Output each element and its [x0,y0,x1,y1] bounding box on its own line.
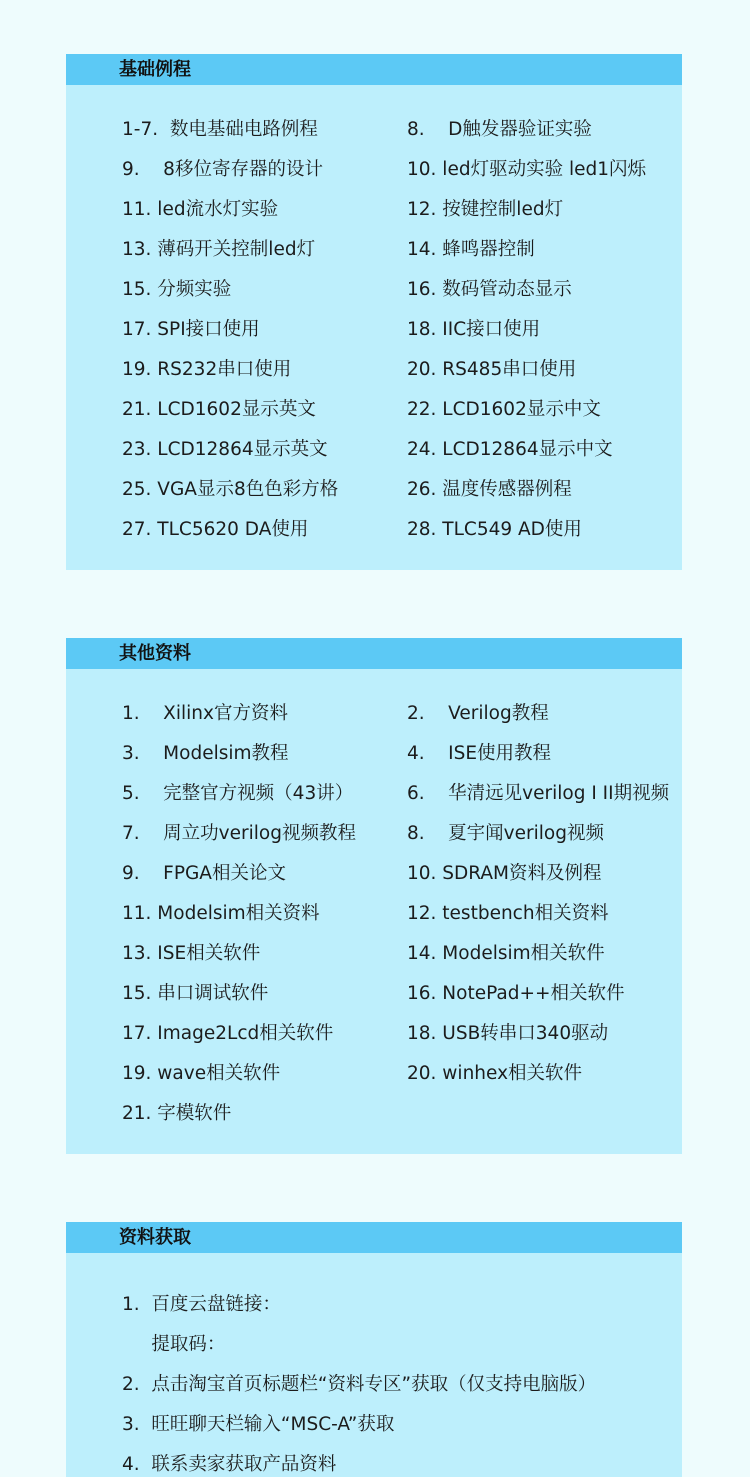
section-title: 其他资料 [119,643,191,664]
list-item: 14. 蜂鸣器控制 [407,239,535,260]
list-item: 28. TLC549 AD使用 [407,519,582,540]
list-item: 18. USB转串口340驱动 [407,1023,609,1044]
list-item: 16. NotePad++相关软件 [407,983,625,1004]
list-item: 1. Xilinx官方资料 [122,703,288,724]
list-item: 1. 百度云盘链接： [122,1294,281,1315]
section-other-materials [66,638,682,1154]
section-title: 资料获取 [119,1227,191,1248]
list-item: 15. 分频实验 [122,279,232,300]
list-item: 13. ISE相关软件 [122,943,261,964]
list-item: 10. led灯驱动实验 led1闪烁 [407,159,646,180]
list-item: 24. LCD12864显示中文 [407,439,613,460]
list-item: 21. 字模软件 [122,1103,232,1124]
list-item: 7. 周立功verilog视频教程 [122,823,356,844]
list-item: 12. testbench相关资料 [407,903,609,924]
list-item: 13. 薄码开关控制led灯 [122,239,316,260]
list-item: 9. FPGA相关论文 [122,863,286,884]
list-item: 17. SPI接口使用 [122,319,260,340]
list-item: 27. TLC5620 DA使用 [122,519,309,540]
list-item: 3. 旺旺聊天栏输入“MSC-A”获取 [122,1414,395,1435]
list-item: 19. RS232串口使用 [122,359,292,380]
list-item: 9. 8移位寄存器的设计 [122,159,323,180]
list-item: 提取码： [122,1334,226,1355]
list-item: 18. IIC接口使用 [407,319,541,340]
list-item: 16. 数码管动态显示 [407,279,572,300]
list-item: 20. winhex相关软件 [407,1063,583,1084]
list-item: 26. 温度传感器例程 [407,479,572,500]
list-item: 8. 夏宇闻verilog视频 [407,823,604,844]
list-item: 19. wave相关软件 [122,1063,281,1084]
list-item: 20. RS485串口使用 [407,359,577,380]
list-item: 15. 串口调试软件 [122,983,269,1004]
list-item: 11. Modelsim相关资料 [122,903,320,924]
list-item: 2. Verilog教程 [407,703,549,724]
list-item: 12. 按键控制led灯 [407,199,564,220]
section-title: 基础例程 [119,59,191,80]
list-item: 22. LCD1602显示中文 [407,399,601,420]
list-item: 3. Modelsim教程 [122,743,289,764]
list-item: 5. 完整官方视频（43讲） [122,783,354,804]
section-get-materials [66,1222,682,1477]
section-header [66,54,682,85]
list-item: 21. LCD1602显示英文 [122,399,316,420]
list-item: 11. led流水灯实验 [122,199,279,220]
list-item: 2. 点击淘宝首页标题栏“资料专区”获取（仅支持电脑版） [122,1374,597,1395]
section-header [66,638,682,669]
list-item: 8. D触发器验证实验 [407,119,592,140]
list-item: 25. VGA显示8色色彩方格 [122,479,339,500]
list-item: 4. ISE使用教程 [407,743,552,764]
list-item: 1-7. 数电基础电路例程 [122,119,318,140]
list-item: 23. LCD12864显示英文 [122,439,328,460]
list-item: 6. 华清远见verilog I II期视频 [407,783,670,804]
list-item: 4. 联系卖家获取产品资料 [122,1454,337,1475]
section-header [66,1222,682,1253]
list-item: 17. Image2Lcd相关软件 [122,1023,334,1044]
list-item: 14. Modelsim相关软件 [407,943,605,964]
list-item: 10. SDRAM资料及例程 [407,863,602,884]
section-basic-examples [66,54,682,570]
